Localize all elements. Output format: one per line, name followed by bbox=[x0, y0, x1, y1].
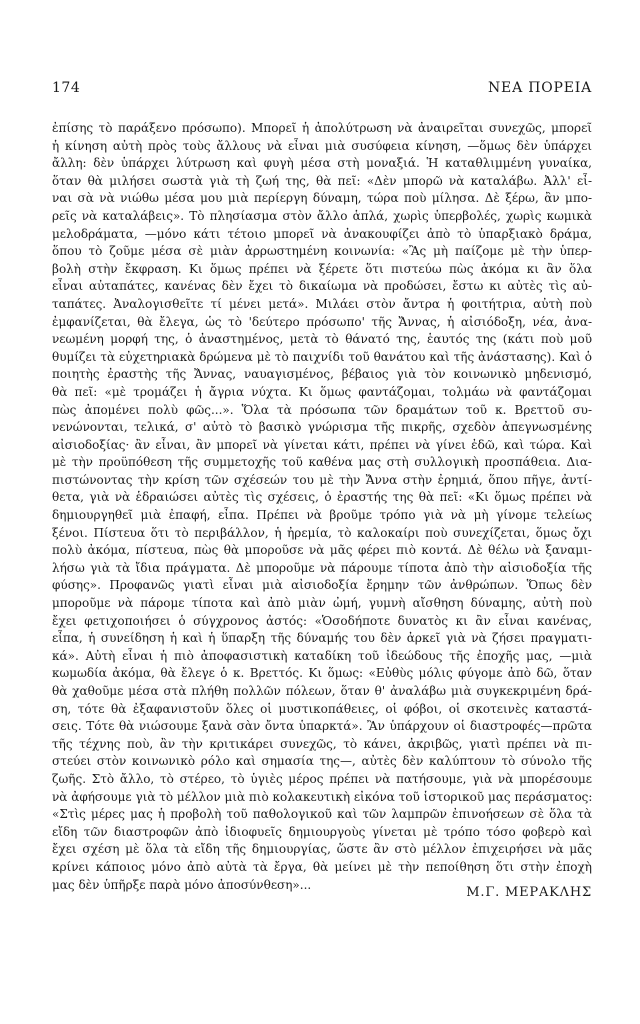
text-line: πὼς ἀπομένει πολὺ φῶς...». Ὅλα τὰ πρόσωπα τῶν δραμάτων τοῦ κ. Βρεττοῦ συ- bbox=[52, 402, 592, 417]
text-line: ρεῖς νὰ καταλάβεις». Τὸ πλησίασμα στὸν ἄλλο ἁπλά, χωρὶς ὑπερβολές, χωρὶς κωμικὰ bbox=[52, 208, 592, 223]
text-line: φύσης». Προφανῶς γιατὶ εἶναι μιὰ αἰσιοδοξία ἔρημην τῶν ἀνθρώπων. Ὅπως δὲν bbox=[52, 578, 592, 593]
text-line: βολὴ στὴν ἔκφραση. Κι ὅμως πρέπει νὰ ξέρετε ὅτι πιστεύω πὼς ἀκόμα κι ἂν ὅλα bbox=[52, 261, 592, 276]
text-line: ἔχει φετιχοποιήσει ὁ σύγχρονος ἀστός: «Ὁσοδήποτε δυνατὸς κι ἂν εἶναι κανένας, bbox=[52, 613, 592, 628]
text-line: πιστώνοντας τὴν κρίση τῶν σχέσεών του μὲ τὴν Ἄννα στὴν ἐρημιά, ὅπου πῆγε, ἀντί- bbox=[52, 472, 592, 487]
text-line: ξένοι. Πίστευα ὅτι τὸ περιβάλλον, ἡ ἠρεμία, τὸ καλοκαίρι ποὺ συνεχίζεται, ὅμως ὄχι bbox=[52, 525, 592, 540]
text-line: νεωμένη μορφή της, ὁ ἀναστημένος, μετὰ τὸ θάνατό της, ἑαυτός της (κάτι ποὺ μοῦ bbox=[52, 332, 592, 347]
text-line: ἔχει σχέση μὲ ὅλα τὰ εἴδη τῆς δημιουργίας, ὥστε ἂν στὸ μέλλον ἐπιχειρήσει νὰ μᾶς bbox=[52, 842, 592, 857]
text-line: «Στὶς μέρες μας ἡ προβολὴ τοῦ παθολογικοῦ καὶ τῶν λαμπρῶν ἐπινοήσεων σὲ ὅλα τὰ bbox=[52, 807, 592, 822]
text-line: μὲ τὴν προϋπόθεση τῆς συμμετοχῆς τοῦ καθένα μας στὴ συλλογικὴ προσπάθεια. Δια- bbox=[52, 455, 592, 470]
text-line: ἐμφανίζεται, θὰ ἔλεγα, ὡς τὸ 'δεύτερο πρόσωπο' τῆς Ἄννας, ἡ αἰσιόδοξη, νέα, ἀνα- bbox=[52, 314, 592, 329]
text-line: δημιουργηθεῖ μιὰ ἐπαφή, εἶπα. Πρέπει νὰ βροῦμε τρόπο γιὰ νὰ μὴ γίνομε τελείως bbox=[52, 508, 592, 523]
text-line: νενώνονται, τελικά, σ' αὐτὸ τὸ βασικὸ γνώρισμα τῆς πικρῆς, σχεδὸν ἀπεγνωσμένης bbox=[52, 420, 592, 435]
text-line: θὰ πεῖ: «μὲ τρομάζει ἡ ἄγρια νύχτα. Κι ὅμως φαντάζομαι, τολμάω νὰ φαντάζομαι bbox=[52, 384, 592, 399]
text-line: σεις. Τότε θὰ νιώσουμε ξανὰ σὰν ὄντα ὑπαρκτά». Ἂν ὑπάρχουν οἱ διαστροφές—πρῶτα bbox=[52, 719, 592, 734]
running-title: ΝΕΑ ΠΟΡΕΙΑ bbox=[488, 80, 592, 96]
text-line: μποροῦμε νὰ πάρομε τίποτα καὶ ἀπὸ μιὰν ὠμή, γυμνὴ αἴσθηση δύναμης, αὐτὴ ποὺ bbox=[52, 596, 592, 611]
text-line: πολὺ ἀκόμα, πίστευα, πὼς θὰ μποροῦσε νὰ μᾶς φέρει πιὸ κοντά. Δὲ θέλω νὰ ξαναμι- bbox=[52, 543, 592, 558]
text-line: ὅταν θὰ μιλήσει σωστὰ γιὰ τὴ ζωή της, θὰ πεῖ: «Δὲν μπορῶ νὰ καταλάβω. Ἀλλ' εἶ- bbox=[52, 173, 592, 188]
text-line: θὰ χαθοῦμε μέσα στὰ πλήθη πολλῶν πόλεων, ὅταν θ' ἀναλάβω μιὰ συγκεκριμένη δρά- bbox=[52, 684, 592, 698]
text-line: εἴδη τῶν διαστροφῶν ἀπὸ ἰδιοφυεῖς δημιουργοὺς γίνεται μὲ τρόπο τόσο φοβερὸ καὶ bbox=[52, 824, 592, 839]
page-number: 174 bbox=[52, 80, 81, 96]
text-line: ση, τότε θὰ ἐξαφανιστοῦν ὅλες οἱ μυστικοπάθειες, οἱ φόβοι, οἱ σκοτεινὲς καταστά- bbox=[52, 701, 592, 716]
page-header bbox=[52, 80, 592, 100]
text-line: ἡ κίνηση αὐτὴ πρὸς τοὺς ἄλλους νὰ εἶναι μιὰ συσύφεια κίνηση, —ὅμως δὲν ὑπάρχει bbox=[52, 138, 592, 153]
text-line: ναι σὰ νὰ νιώθω μέσα μου μιὰ περίεργη δύναμη, τώρα ποὺ μίλησα. Δὲ ξέρω, ἂν μπο- bbox=[52, 191, 592, 206]
text-line: εἶναι αὐταπάτες, κανένας δὲν ἔχει τὸ δικαίωμα νὰ προδώσει, ἔστω κι αὐτὲς τὶς αὐ- bbox=[52, 279, 592, 294]
text-line: τῆς τέχνης ποὺ, ἂν τὴν κριτικάρει συνεχῶς, τὸ κάνει, ἀκριβῶς, γιατὶ πρέπει νὰ πι- bbox=[52, 736, 592, 751]
text-line: ταπάτες. Ἀναλογισθεῖτε τί μένει μετά». Μιλάει στὸν ἄντρα ἡ φοιτήτρια, αὐτὴ ποὺ bbox=[52, 296, 592, 311]
text-line: μελοδράματα, —μόνο κάτι τέτοιο μπορεῖ νὰ ἀνακουφίζει ἀπὸ τὸ ὑπαρξιακὸ δράμα, bbox=[52, 226, 592, 241]
author-signature: Μ.Γ. ΜΕΡΑΚΛΗΣ bbox=[466, 885, 592, 900]
text-line: λήσω γιὰ τὰ ἴδια πράγματα. Δὲ μποροῦμε νὰ πάρουμε τίποτα ἀπὸ τὴν αἰσιοδοξία τῆς bbox=[52, 560, 592, 575]
text-line: κά». Αὐτὴ εἶναι ἡ πιὸ ἀποφασιστικὴ καταδίκη τοῦ ἰδεώδους τῆς ἐποχῆς μας, —μιὰ bbox=[52, 648, 592, 663]
text-line: θετα, γιὰ νὰ ἑδραιώσει αὐτὲς τὶς σχέσεις, ὁ ἐραστής της θὰ πεῖ: «Κι ὅμως πρέπει νὰ bbox=[52, 490, 592, 505]
text-line: νὰ ἀφήσουμε γιὰ τὸ μέλλον μιὰ πιὸ κολακευτικὴ εἰκόνα τοῦ ἱστορικοῦ μας περάσματος: bbox=[52, 789, 592, 804]
text-line: στεύει στὸν κοινωνικὸ ρόλο καὶ σημασία της—, αὐτὲς δὲν καλύπτουν τὸ σύνολο τῆς bbox=[52, 754, 592, 769]
text-line: ζωῆς. Στὸ ἄλλο, τὸ στέρεο, τὸ ὑγιὲς μέρος πρέπει νὰ πατήσουμε, γιὰ νὰ μπορέσουμε bbox=[52, 771, 592, 786]
text-line: θυμίζει τὰ εὐχετηριακὰ δρώμενα μὲ τὸ παιχνίδι τοῦ θανάτου καὶ τῆς ἀνάστασης). Καὶ ὁ bbox=[52, 349, 592, 364]
text-line: ἄλλη: δὲν ὑπάρχει λύτρωση καὶ φυγὴ μέσα στὴ μοναξιά. Ἡ καταθλιμμένη γυναίκα, bbox=[52, 156, 592, 171]
text-line: κρίνει κάποιος μόνο ἀπὸ αὐτὰ τὰ ἔργα, θὰ μείνει μὲ τὴν πεποίθηση ὅτι στὴν ἐποχὴ bbox=[52, 859, 592, 874]
text-line: κωμωδία ἀκόμα, θὰ ἔλεγε ὁ κ. Βρεττός. Κι ὅμως: «Εὐθὺς μόλις φύγομε ἀπὸ δῶ, ὅταν bbox=[52, 666, 592, 681]
text-line: ἐπίσης τὸ παράξενο πρόσωπο). Μπορεῖ ἡ ἀπολύτρωση νὰ ἀναιρεῖται συνεχῶς, μπορεῖ bbox=[52, 121, 592, 135]
article-body bbox=[52, 120, 592, 894]
text-line: αἰσιοδοξίας· ἂν εἶναι, ἂν μπορεῖ νὰ γίνεται κάτι, πρέπει νὰ γίνει ἐδῶ, καὶ τώρα. Καὶ bbox=[52, 437, 592, 452]
text-line: εἶπα, ἡ συνείδηση ἡ καὶ ἡ ὕπαρξη τῆς δύναμής του δὲν ἀρκεῖ γιὰ νὰ ζήσει πραγματι- bbox=[52, 631, 592, 646]
text-line: μας δὲν ὑπῆρξε παρὰ μόνο ἀποσύνθεση»... bbox=[52, 877, 312, 892]
text-line: ὅπου τὸ ζοῦμε μέσα σὲ μιὰν ἀρρωστημένη κοινωνία: «Ἂς μὴ παίζομε μὲ τὴν ὑπερ- bbox=[52, 244, 592, 259]
text-line: ποιητὴς ἐραστὴς τῆς Ἄννας, ναυαγισμένος, βέβαιος γιὰ τὸν κοινωνικὸ μηδενισμό, bbox=[52, 367, 592, 382]
